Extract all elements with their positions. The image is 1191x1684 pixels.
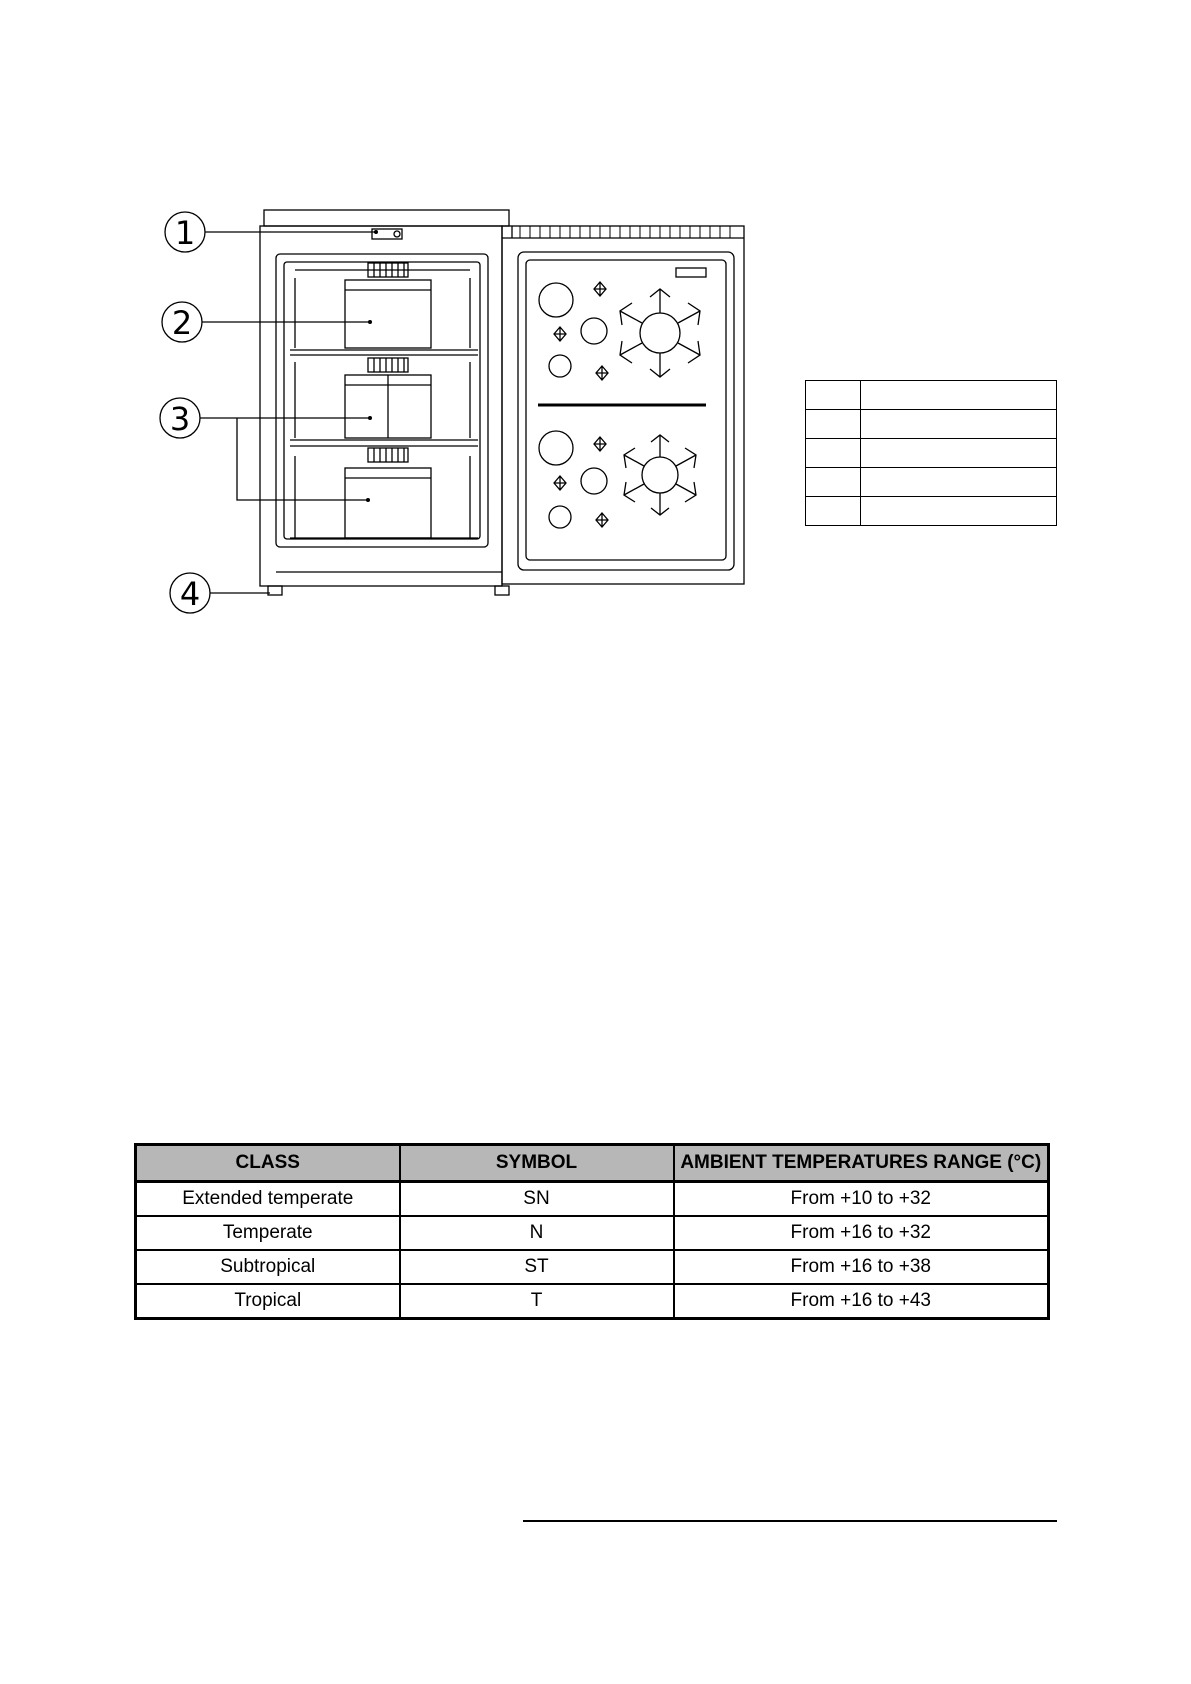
cell-symbol: N: [400, 1216, 674, 1250]
legend-row: [806, 468, 1057, 497]
table-row: [136, 1284, 1049, 1319]
legend-label: [861, 439, 1057, 468]
legend-label: [861, 468, 1057, 497]
cell-class: Subtropical: [136, 1250, 400, 1284]
header-range: AMBIENT TEMPERATURES RANGE (°C): [674, 1145, 1049, 1182]
parts-legend-table: [805, 380, 1057, 526]
cell-range: From +16 to +43: [674, 1284, 1049, 1319]
legend-label: [861, 410, 1057, 439]
legend-label: [861, 497, 1057, 526]
callout-3-label: 3: [169, 400, 191, 438]
legend-number: [806, 439, 861, 468]
legend-row: [806, 410, 1057, 439]
freezer-cabinet: [260, 210, 509, 595]
callout-2-label: 2: [171, 304, 193, 342]
callout-4-label: 4: [179, 575, 201, 613]
climate-class-table: [134, 1143, 1050, 1320]
legend-row: [806, 439, 1057, 468]
middle-drawer: [295, 358, 470, 438]
cell-symbol: SN: [400, 1182, 674, 1217]
table-header-row: [136, 1145, 1049, 1182]
freezer-diagram: [0, 0, 1191, 660]
cell-symbol: T: [400, 1284, 674, 1319]
table-row: [136, 1250, 1049, 1284]
cell-range: From +16 to +32: [674, 1216, 1049, 1250]
bottom-drawer: [290, 448, 478, 538]
legend-number: [806, 381, 861, 410]
legend-label: [861, 381, 1057, 410]
top-drawer: [295, 263, 470, 348]
legend-number: [806, 468, 861, 497]
table-row: [136, 1216, 1049, 1250]
adjustable-foot: [268, 586, 282, 595]
cell-class: Extended temperate: [136, 1182, 400, 1217]
legend-row: [806, 381, 1057, 410]
legend-row: [806, 497, 1057, 526]
cell-class: Temperate: [136, 1216, 400, 1250]
table-row: [136, 1182, 1049, 1217]
header-class: CLASS: [136, 1145, 400, 1182]
cell-class: Tropical: [136, 1284, 400, 1319]
callout-1-label: 1: [174, 214, 196, 252]
header-symbol: SYMBOL: [400, 1145, 674, 1182]
legend-number: [806, 497, 861, 526]
freezer-door: [502, 226, 744, 584]
cell-range: From +10 to +32: [674, 1182, 1049, 1217]
cell-symbol: ST: [400, 1250, 674, 1284]
cell-range: From +16 to +38: [674, 1250, 1049, 1284]
legend-number: [806, 410, 861, 439]
signature-line: [523, 1520, 1057, 1522]
